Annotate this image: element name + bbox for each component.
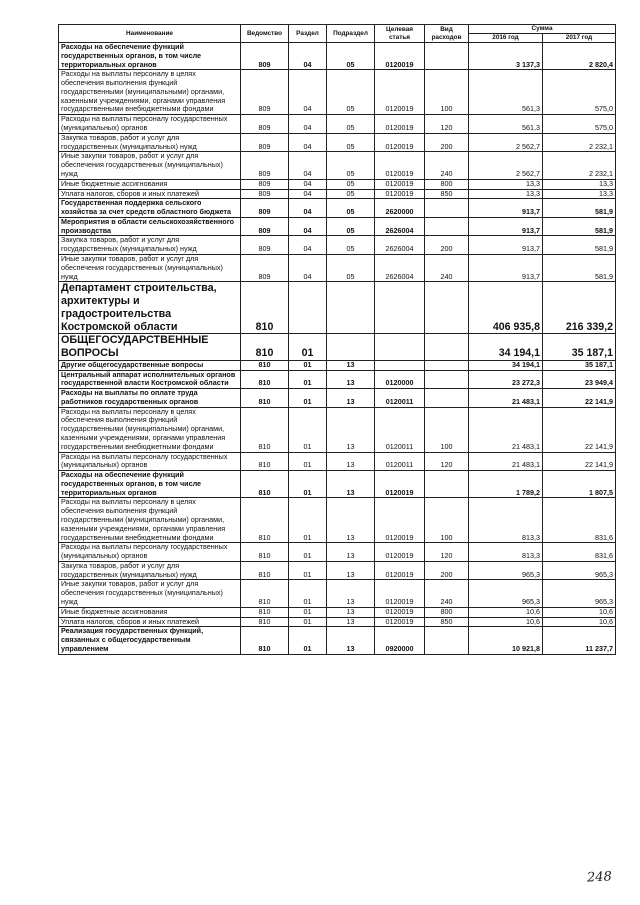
cell-expense-type: 800	[425, 607, 469, 617]
cell-subsection: 13	[327, 360, 375, 370]
table-row	[59, 360, 616, 370]
cell-sum-2016: 13,3	[469, 189, 543, 199]
cell-dept: 810	[241, 282, 289, 334]
cell-expense-type	[425, 199, 469, 218]
cell-target: 0120019	[375, 617, 425, 627]
header-year-2016: 2016 год	[469, 34, 543, 43]
cell-target: 0120000	[375, 370, 425, 389]
cell-sum-2016: 913,7	[469, 217, 543, 236]
cell-target: 0120019	[375, 189, 425, 199]
cell-name: Уплата налогов, сборов и иных платежей	[59, 189, 241, 199]
cell-dept: 809	[241, 179, 289, 189]
cell-sum-2016: 23 272,3	[469, 370, 543, 389]
cell-sum-2016: 1 789,2	[469, 471, 543, 498]
table-row	[59, 617, 616, 627]
cell-expense-type: 100	[425, 70, 469, 115]
cell-target: 2626004	[375, 254, 425, 281]
cell-sum-2017: 581,9	[543, 254, 616, 281]
header-dept: Ведомство	[241, 25, 289, 43]
cell-name: Расходы на выплаты персоналу в целях обеспечения выполнения функций государственными (муниципальными) органами, казенными учреждениями, органами управления государственными внебюджетными фондами	[59, 407, 241, 452]
cell-dept: 809	[241, 115, 289, 134]
cell-sum-2016: 965,3	[469, 561, 543, 580]
cell-section: 04	[289, 70, 327, 115]
cell-expense-type: 240	[425, 152, 469, 179]
cell-dept: 809	[241, 43, 289, 70]
cell-section: 04	[289, 217, 327, 236]
cell-sum-2017: 13,3	[543, 179, 616, 189]
cell-subsection: 13	[327, 407, 375, 452]
cell-expense-type: 120	[425, 452, 469, 471]
table-row	[59, 498, 616, 543]
cell-subsection: 05	[327, 70, 375, 115]
table-row	[59, 627, 616, 654]
cell-name: Иные бюджетные ассигнования	[59, 607, 241, 617]
cell-target: 0120019	[375, 498, 425, 543]
cell-section: 04	[289, 179, 327, 189]
table-row	[59, 561, 616, 580]
cell-target: 0120011	[375, 452, 425, 471]
cell-section: 01	[289, 334, 327, 360]
cell-sum-2016: 913,7	[469, 236, 543, 255]
cell-section: 04	[289, 254, 327, 281]
cell-section: 01	[289, 543, 327, 562]
cell-dept: 809	[241, 152, 289, 179]
cell-subsection: 13	[327, 498, 375, 543]
cell-name: Расходы на выплаты персоналу государственных (муниципальных) органов	[59, 452, 241, 471]
cell-section: 04	[289, 236, 327, 255]
table-row	[59, 580, 616, 607]
cell-sum-2016: 10 921,8	[469, 627, 543, 654]
cell-section: 04	[289, 115, 327, 134]
cell-expense-type	[425, 360, 469, 370]
cell-dept: 809	[241, 254, 289, 281]
cell-name: Расходы на выплаты персоналу государственных (муниципальных) органов	[59, 115, 241, 134]
cell-sum-2016: 406 935,8	[469, 282, 543, 334]
cell-sum-2017: 965,3	[543, 561, 616, 580]
cell-section: 01	[289, 452, 327, 471]
cell-target: 0120019	[375, 115, 425, 134]
cell-expense-type: 240	[425, 254, 469, 281]
cell-sum-2017: 965,3	[543, 580, 616, 607]
cell-subsection: 05	[327, 133, 375, 152]
cell-section: 01	[289, 407, 327, 452]
cell-expense-type	[425, 389, 469, 408]
cell-section: 01	[289, 617, 327, 627]
header-sum: Сумма	[469, 25, 616, 34]
table-row	[59, 189, 616, 199]
cell-sum-2016: 21 483,1	[469, 389, 543, 408]
cell-dept: 810	[241, 334, 289, 360]
table-row	[59, 334, 616, 360]
cell-sum-2016: 561,3	[469, 115, 543, 134]
cell-expense-type	[425, 43, 469, 70]
cell-subsection: 05	[327, 115, 375, 134]
cell-section: 01	[289, 389, 327, 408]
cell-target: 0120019	[375, 43, 425, 70]
cell-subsection: 13	[327, 389, 375, 408]
cell-name: Другие общегосударственные вопросы	[59, 360, 241, 370]
cell-name: Реализация государственных функций, связанных с общегосударственным управлением	[59, 627, 241, 654]
cell-sum-2017: 11 237,7	[543, 627, 616, 654]
cell-expense-type	[425, 282, 469, 334]
header-expense-type: Вид расходов	[425, 25, 469, 43]
header-subsection: Подраздел	[327, 25, 375, 43]
cell-expense-type: 120	[425, 115, 469, 134]
cell-dept: 810	[241, 471, 289, 498]
cell-dept: 810	[241, 607, 289, 617]
cell-sum-2016: 13,3	[469, 179, 543, 189]
cell-sum-2016: 10,6	[469, 617, 543, 627]
cell-dept: 810	[241, 543, 289, 562]
table-header	[59, 25, 616, 43]
cell-expense-type: 850	[425, 189, 469, 199]
header-name: Наименование	[59, 25, 241, 43]
cell-sum-2017: 216 339,2	[543, 282, 616, 334]
cell-sum-2017: 22 141,9	[543, 407, 616, 452]
cell-target: 2626004	[375, 217, 425, 236]
cell-name: Расходы на выплаты персоналу государственных (муниципальных) органов	[59, 543, 241, 562]
cell-sum-2017: 2 232,1	[543, 133, 616, 152]
cell-name: Уплата налогов, сборов и иных платежей	[59, 617, 241, 627]
table-row	[59, 452, 616, 471]
header-section: Раздел	[289, 25, 327, 43]
table-row	[59, 471, 616, 498]
cell-dept: 810	[241, 580, 289, 607]
cell-target: 0120019	[375, 543, 425, 562]
cell-target: 0120011	[375, 389, 425, 408]
cell-expense-type	[425, 471, 469, 498]
cell-subsection: 13	[327, 543, 375, 562]
cell-sum-2016: 913,7	[469, 254, 543, 281]
cell-name: Государственная поддержка сельского хозяйства за счет средств областного бюджета	[59, 199, 241, 218]
table-row	[59, 152, 616, 179]
cell-dept: 809	[241, 70, 289, 115]
cell-subsection: 05	[327, 217, 375, 236]
cell-name: Иные закупки товаров, работ и услуг для обеспечения государственных (муниципальных) нужд	[59, 254, 241, 281]
cell-target	[375, 282, 425, 334]
cell-section: 04	[289, 43, 327, 70]
cell-dept: 810	[241, 498, 289, 543]
cell-sum-2016: 561,3	[469, 70, 543, 115]
cell-expense-type: 800	[425, 179, 469, 189]
cell-dept: 810	[241, 360, 289, 370]
cell-expense-type	[425, 370, 469, 389]
cell-sum-2017: 831,6	[543, 543, 616, 562]
table-row	[59, 217, 616, 236]
table-row	[59, 543, 616, 562]
cell-dept: 810	[241, 561, 289, 580]
cell-sum-2017: 10,6	[543, 607, 616, 617]
cell-name: Расходы на обеспечение функций государственных органов, в том числе территориальных органов	[59, 43, 241, 70]
cell-sum-2017: 575,0	[543, 115, 616, 134]
cell-sum-2017: 2 820,4	[543, 43, 616, 70]
cell-name: Закупка товаров, работ и услуг для государственных (муниципальных) нужд	[59, 561, 241, 580]
table-row	[59, 282, 616, 334]
cell-target	[375, 360, 425, 370]
cell-section: 01	[289, 360, 327, 370]
cell-sum-2017: 13,3	[543, 189, 616, 199]
cell-sum-2017: 831,6	[543, 498, 616, 543]
cell-subsection	[327, 334, 375, 360]
cell-dept: 809	[241, 236, 289, 255]
cell-subsection: 13	[327, 452, 375, 471]
cell-dept: 809	[241, 217, 289, 236]
table-body	[59, 43, 616, 655]
cell-expense-type	[425, 627, 469, 654]
cell-name: Закупка товаров, работ и услуг для государственных (муниципальных) нужд	[59, 133, 241, 152]
cell-subsection: 13	[327, 580, 375, 607]
cell-target: 0120019	[375, 70, 425, 115]
cell-subsection: 05	[327, 152, 375, 179]
cell-dept: 810	[241, 627, 289, 654]
cell-section: 04	[289, 189, 327, 199]
table-row	[59, 115, 616, 134]
cell-section: 04	[289, 199, 327, 218]
cell-section: 04	[289, 152, 327, 179]
cell-sum-2016: 2 562,7	[469, 152, 543, 179]
cell-subsection	[327, 282, 375, 334]
header-target: Целевая статья	[375, 25, 425, 43]
cell-sum-2016: 34 194,1	[469, 360, 543, 370]
cell-subsection: 13	[327, 471, 375, 498]
cell-sum-2016: 813,3	[469, 543, 543, 562]
cell-subsection: 05	[327, 43, 375, 70]
cell-section: 01	[289, 498, 327, 543]
cell-subsection: 05	[327, 236, 375, 255]
cell-dept: 810	[241, 407, 289, 452]
cell-target: 0120019	[375, 580, 425, 607]
cell-subsection: 13	[327, 370, 375, 389]
table-row	[59, 254, 616, 281]
cell-target: 0920000	[375, 627, 425, 654]
header-year-2017: 2017 год	[543, 34, 616, 43]
table-row	[59, 179, 616, 189]
cell-sum-2016: 3 137,3	[469, 43, 543, 70]
cell-target: 0120011	[375, 407, 425, 452]
cell-sum-2016: 34 194,1	[469, 334, 543, 360]
cell-sum-2016: 21 483,1	[469, 407, 543, 452]
cell-name: Закупка товаров, работ и услуг для государственных (муниципальных) нужд	[59, 236, 241, 255]
cell-name: Расходы на обеспечение функций государственных органов, в том числе территориальных органов	[59, 471, 241, 498]
cell-expense-type	[425, 217, 469, 236]
table-row	[59, 70, 616, 115]
cell-section: 04	[289, 133, 327, 152]
cell-sum-2017: 35 187,1	[543, 360, 616, 370]
cell-dept: 810	[241, 389, 289, 408]
cell-target: 0120019	[375, 471, 425, 498]
table-row	[59, 43, 616, 70]
cell-sum-2017: 23 949,4	[543, 370, 616, 389]
cell-section: 01	[289, 627, 327, 654]
cell-subsection: 13	[327, 607, 375, 617]
cell-target	[375, 334, 425, 360]
cell-expense-type: 120	[425, 543, 469, 562]
cell-dept: 809	[241, 133, 289, 152]
cell-expense-type: 200	[425, 133, 469, 152]
cell-sum-2017: 575,0	[543, 70, 616, 115]
table-row	[59, 133, 616, 152]
cell-name: Департамент строительства, архитектуры и градостроительства Костромской области	[59, 282, 241, 334]
table-row	[59, 389, 616, 408]
cell-section: 01	[289, 370, 327, 389]
cell-section: 01	[289, 607, 327, 617]
cell-subsection: 13	[327, 627, 375, 654]
cell-name: Мероприятия в области сельскохозяйственного производства	[59, 217, 241, 236]
cell-sum-2017: 35 187,1	[543, 334, 616, 360]
cell-sum-2017: 22 141,9	[543, 389, 616, 408]
table-row	[59, 607, 616, 617]
cell-subsection: 05	[327, 179, 375, 189]
cell-sum-2016: 21 483,1	[469, 452, 543, 471]
cell-name: Иные закупки товаров, работ и услуг для обеспечения государственных (муниципальных) нужд	[59, 152, 241, 179]
table-row	[59, 236, 616, 255]
budget-table	[58, 24, 616, 655]
cell-sum-2016: 965,3	[469, 580, 543, 607]
table-row	[59, 370, 616, 389]
page-number: 248	[586, 869, 613, 886]
cell-name: Расходы на выплаты персоналу в целях обеспечения выполнения функций государственными (муниципальными) органами, казенными учреждениями, органами управления государственными внебюджетными фондами	[59, 70, 241, 115]
cell-name: Иные бюджетные ассигнования	[59, 179, 241, 189]
cell-sum-2017: 581,9	[543, 199, 616, 218]
table-row	[59, 407, 616, 452]
cell-target: 0120019	[375, 152, 425, 179]
cell-section: 01	[289, 471, 327, 498]
cell-expense-type: 200	[425, 561, 469, 580]
cell-expense-type: 100	[425, 407, 469, 452]
cell-sum-2016: 2 562,7	[469, 133, 543, 152]
cell-target: 0120019	[375, 179, 425, 189]
cell-target: 0120019	[375, 607, 425, 617]
cell-subsection: 05	[327, 199, 375, 218]
cell-target: 0120019	[375, 133, 425, 152]
cell-subsection: 13	[327, 617, 375, 627]
cell-sum-2017: 581,9	[543, 236, 616, 255]
cell-dept: 810	[241, 370, 289, 389]
cell-target: 0120019	[375, 561, 425, 580]
cell-sum-2017: 10,6	[543, 617, 616, 627]
table-row	[59, 199, 616, 218]
cell-expense-type: 200	[425, 236, 469, 255]
cell-name: Иные закупки товаров, работ и услуг для обеспечения государственных (муниципальных) нужд	[59, 580, 241, 607]
cell-sum-2017: 22 141,9	[543, 452, 616, 471]
cell-sum-2017: 2 232,1	[543, 152, 616, 179]
cell-sum-2017: 1 807,5	[543, 471, 616, 498]
cell-subsection: 13	[327, 561, 375, 580]
cell-expense-type: 100	[425, 498, 469, 543]
cell-name: Расходы на выплаты по оплате труда работников государственных органов	[59, 389, 241, 408]
cell-section	[289, 282, 327, 334]
cell-name: Центральный аппарат исполнительных органов государственной власти Костромской области	[59, 370, 241, 389]
cell-target: 2620000	[375, 199, 425, 218]
cell-subsection: 05	[327, 189, 375, 199]
cell-dept: 809	[241, 189, 289, 199]
cell-sum-2016: 913,7	[469, 199, 543, 218]
cell-sum-2017: 581,9	[543, 217, 616, 236]
cell-expense-type: 240	[425, 580, 469, 607]
cell-expense-type	[425, 334, 469, 360]
cell-dept: 810	[241, 452, 289, 471]
cell-section: 01	[289, 561, 327, 580]
cell-name: Расходы на выплаты персоналу в целях обеспечения выполнения функций государственными (муниципальными) органами, казенными учреждениями, органами управления государственными внебюджетными фондами	[59, 498, 241, 543]
cell-name: ОБЩЕГОСУДАРСТВЕННЫЕ ВОПРОСЫ	[59, 334, 241, 360]
cell-section: 01	[289, 580, 327, 607]
cell-sum-2016: 10,6	[469, 607, 543, 617]
cell-expense-type: 850	[425, 617, 469, 627]
cell-sum-2016: 813,3	[469, 498, 543, 543]
cell-dept: 810	[241, 617, 289, 627]
cell-subsection: 05	[327, 254, 375, 281]
cell-dept: 809	[241, 199, 289, 218]
cell-target: 2626004	[375, 236, 425, 255]
